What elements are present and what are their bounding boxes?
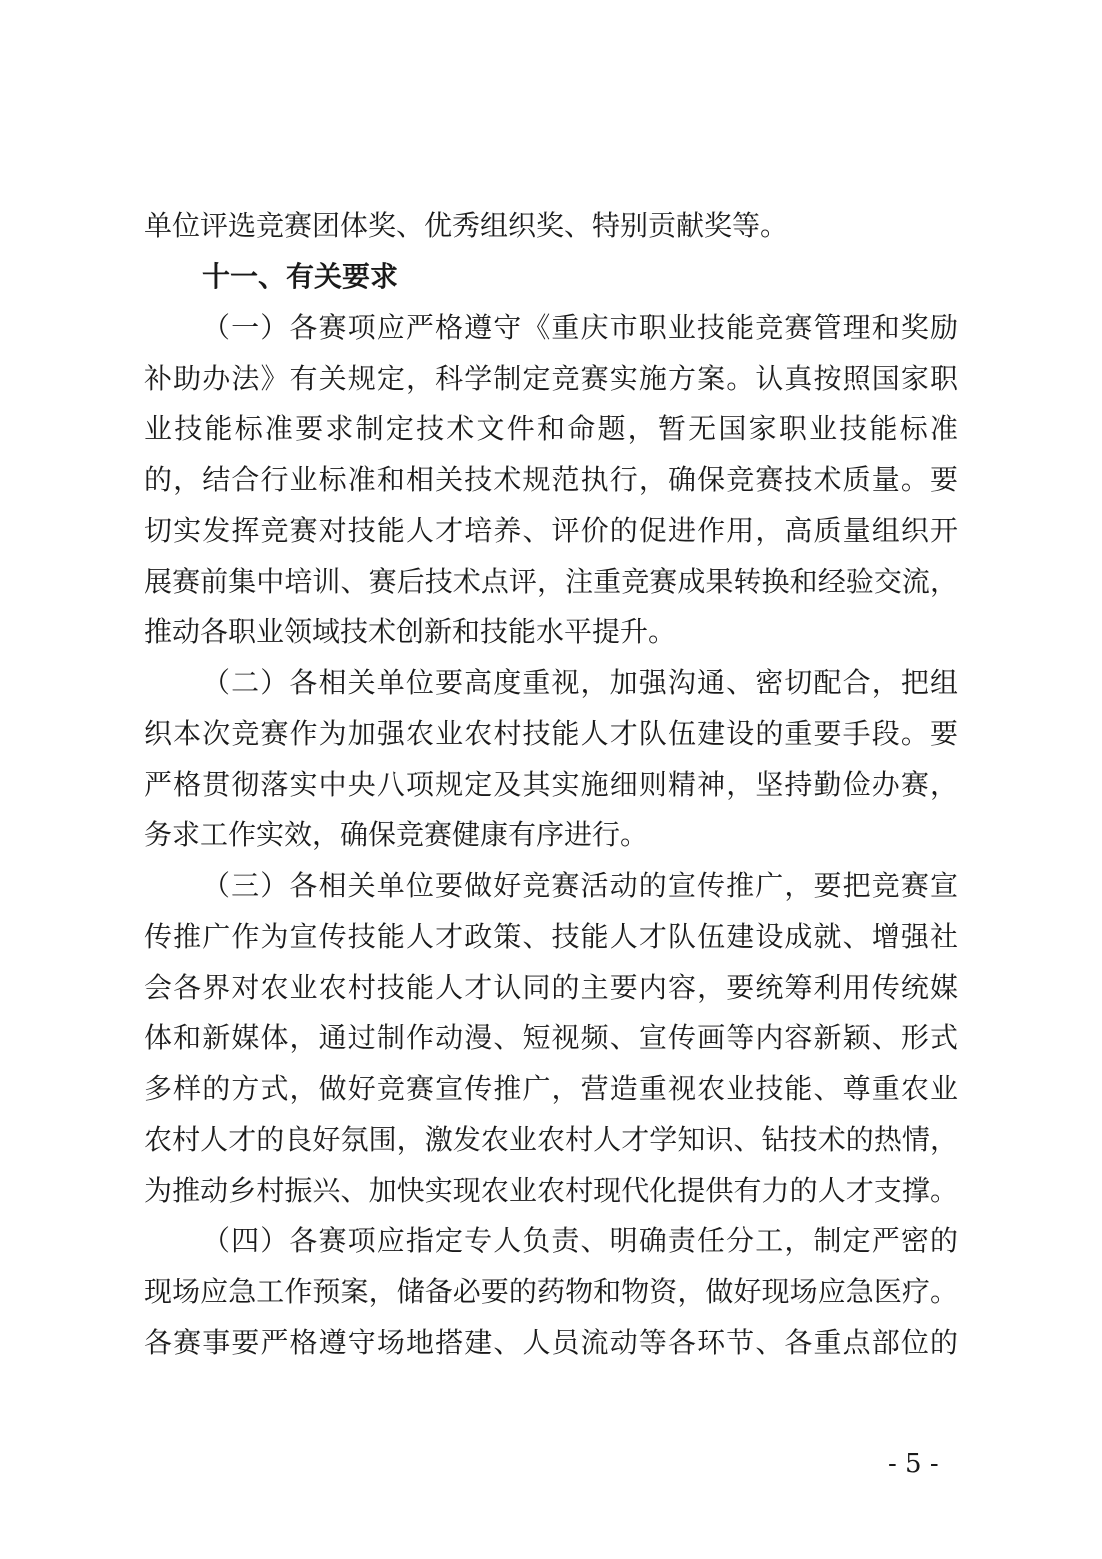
- text-line: 务求工作实效，确保竞赛健康有序进行。: [144, 818, 649, 851]
- text-line: 织本次竞赛作为加强农业农村技能人才队伍建设的重要手段。要: [144, 717, 958, 750]
- text-line: 补助办法》有关规定，科学制定竞赛实施方案。认真按照国家职: [144, 362, 958, 395]
- text-line: 现场应急工作预案，储备必要的药物和物资，做好现场应急医疗。: [144, 1275, 958, 1308]
- text-line: 展赛前集中培训、赛后技术点评，注重竞赛成果转换和经验交流，: [144, 565, 958, 598]
- text-line: 切实发挥竞赛对技能人才培养、评价的促进作用，高质量组织开: [144, 514, 958, 547]
- text-line: 单位评选竞赛团体奖、优秀组织奖、特别贡献奖等。: [144, 209, 789, 242]
- text-line: 农村人才的良好氛围，激发农业农村人才学知识、钻技术的热情，: [144, 1123, 958, 1156]
- page-number: - 5 -: [888, 1449, 939, 1479]
- text-line: 体和新媒体，通过制作动漫、短视频、宣传画等内容新颖、形式: [144, 1021, 958, 1054]
- text-line: 严格贯彻落实中央八项规定及其实施细则精神，坚持勤俭办赛，: [144, 768, 958, 801]
- text-line: 传推广作为宣传技能人才政策、技能人才队伍建设成就、增强社: [144, 920, 958, 953]
- text-line: 业技能标准要求制定技术文件和命题，暂无国家职业技能标准: [144, 412, 958, 445]
- text-line: 会各界对农业农村技能人才认同的主要内容，要统筹利用传统媒: [144, 971, 958, 1004]
- text-line: 各赛事要严格遵守场地搭建、人员流动等各环节、各重点部位的: [144, 1326, 958, 1359]
- text-line: （一）各赛项应严格遵守《重庆市职业技能竞赛管理和奖励: [202, 311, 958, 344]
- text-line: 为推动乡村振兴、加快实现农业农村现代化提供有力的人才支撑。: [144, 1174, 958, 1207]
- text-line: 多样的方式，做好竞赛宣传推广，营造重视农业技能、尊重农业: [144, 1072, 958, 1105]
- text-line: 的，结合行业标准和相关技术规范执行，确保竞赛技术质量。要: [144, 463, 958, 496]
- text-line: 推动各职业领域技术创新和技能水平提升。: [144, 615, 677, 648]
- section-heading: 十一、有关要求: [202, 260, 399, 293]
- text-line: （二）各相关单位要高度重视，加强沟通、密切配合，把组: [202, 666, 958, 699]
- text-line: （三）各相关单位要做好竞赛活动的宣传推广，要把竞赛宣: [202, 869, 958, 902]
- text-line: （四）各赛项应指定专人负责、明确责任分工，制定严密的: [202, 1224, 958, 1257]
